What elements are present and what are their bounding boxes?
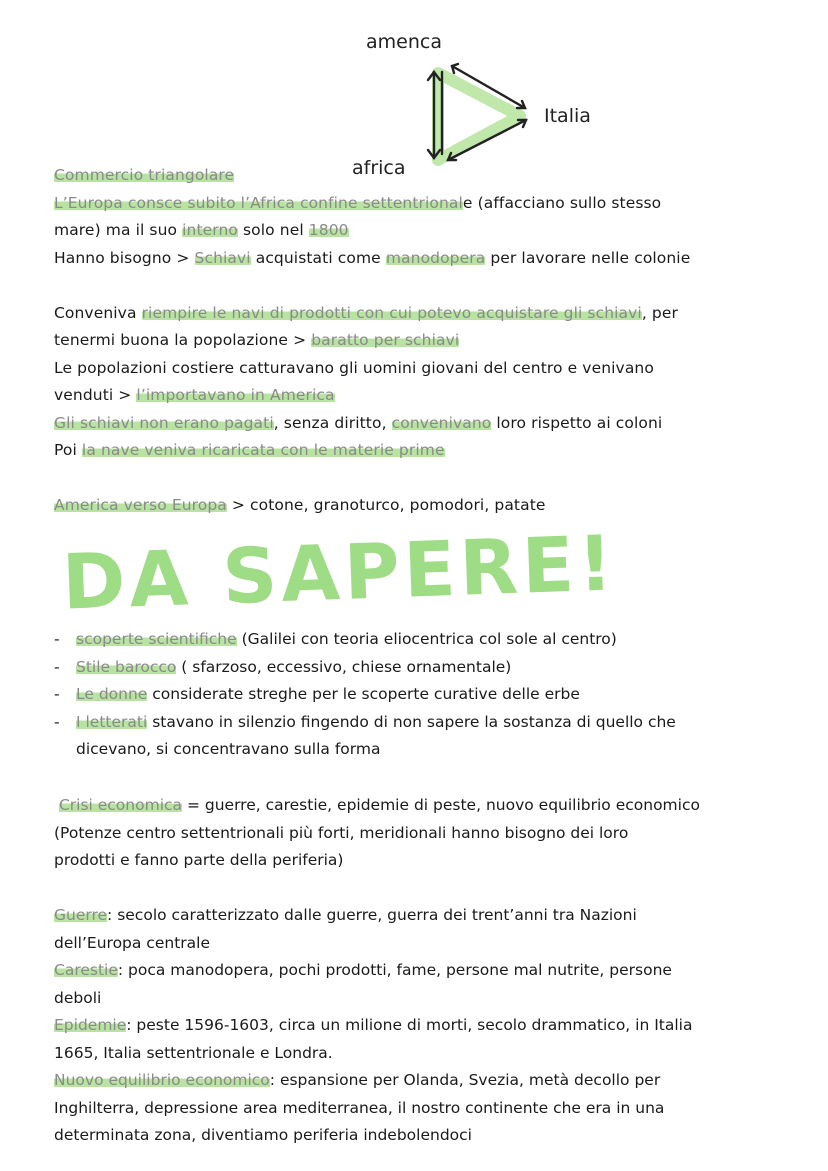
text: : espansione per Olanda, Svezia, metà decollo per: [269, 1071, 661, 1089]
text: mare) ma il suo: [54, 221, 183, 239]
highlight: Le donne: [76, 685, 148, 703]
text: tenermi buona la popolazione >: [54, 331, 312, 349]
text: , senza diritto,: [273, 413, 392, 432]
list-item: [54, 709, 794, 764]
highlight: convenivano: [391, 413, 492, 432]
text: , per: [641, 303, 678, 322]
text: deboli: [54, 988, 102, 1007]
list-item: [54, 626, 794, 654]
highlight: manodopera: [385, 248, 486, 267]
text: Le popolazioni costiere catturavano gli uomini giovani del centro e venivano: [54, 358, 654, 377]
list-item: [54, 681, 794, 709]
highlight: Epidemie: [54, 1016, 127, 1034]
text: per lavorare nelle colonie: [485, 248, 691, 267]
text: = guerre, carestie, epidemie di peste, nuovo equilibrio economico: [182, 796, 700, 814]
highlight: Nuovo equilibrio economico: [54, 1071, 270, 1089]
text: loro rispetto ai coloni: [491, 413, 663, 432]
text: Inghilterra, depressione area mediterranea, il nostro continente che era in una: [54, 1098, 665, 1117]
text: : peste 1596-1603, circa un milione di morti, secolo drammatico, in Italia: [126, 1016, 693, 1034]
text: solo nel: [237, 221, 309, 239]
dash-bullet: -: [54, 657, 60, 676]
highlight: scoperte scientifiche: [76, 630, 237, 648]
dash-bullet: -: [54, 712, 60, 731]
text: Hanno bisogno >: [54, 248, 195, 267]
highlight: interno: [182, 221, 238, 239]
text: venduti >: [54, 386, 137, 404]
highlight: Carestie: [54, 961, 118, 979]
text: : poca manodopera, pochi prodotti, fame, persone mal nutrite, persone: [117, 961, 672, 979]
highlight: Stile barocco: [76, 657, 177, 676]
dash-bullet: -: [54, 685, 60, 703]
text: determinata zona, diventiamo periferia indebolendoci: [54, 1126, 472, 1144]
highlight: L’Europa consce subito l’Africa confine settentrional: [54, 193, 463, 212]
highlight: Schiavi: [194, 248, 251, 267]
highlight: I letterati: [76, 712, 148, 731]
text: acquistati come: [250, 248, 386, 267]
diagram-label-right: Italia: [544, 105, 591, 127]
section-title: Commercio triangolare: [54, 166, 235, 184]
triangle-trade-diagram: [330, 28, 630, 178]
dash-bullet: -: [54, 630, 60, 648]
text: Poi: [54, 441, 82, 459]
highlight: baratto per schiavi: [311, 331, 460, 349]
section-details: [54, 902, 794, 1150]
diagram-label-top: amenca: [366, 31, 442, 53]
text: (Potenze centro settentrionali più forti, meridionali hanno bisogno dei loro: [54, 823, 629, 842]
text: 1665, Italia settentrionale e Londra.: [54, 1043, 333, 1062]
text: prodotti e fanno parte della periferia): [54, 851, 344, 869]
text: : secolo caratterizzato dalle guerre, guerra dei trent’anni tra Nazioni: [107, 906, 637, 924]
highlight: Gli schiavi non erano pagati: [54, 413, 274, 432]
da-sapere-list: [54, 626, 794, 764]
text: > cotone, granoturco, pomodori, patate: [226, 496, 546, 514]
text: (Galilei con teoria eliocentrica col sole al centro): [236, 630, 617, 648]
highlight: Guerre: [54, 906, 108, 924]
section-crisi: [54, 792, 794, 875]
text: Conveniva: [54, 303, 142, 322]
text: e (affacciano sullo stesso: [462, 193, 662, 212]
big-heading: DA SAPERE!: [60, 518, 619, 627]
highlight: la nave veniva ricaricata con le materie prime: [81, 441, 445, 459]
list-item: [54, 654, 794, 682]
section-commercio: [54, 162, 794, 520]
highlight: Crisi economica: [58, 796, 183, 814]
text: ( sfarzoso, eccessivo, chiese ornamentale): [176, 657, 512, 676]
text: stavano in silenzio fingendo di non sapere la sostanza di quello che: [147, 712, 676, 731]
text: dicevano, si concentravano sulla forma: [76, 740, 381, 758]
highlight: riempire le navi di prodotti con cui potevo acquistare gli schiavi: [141, 303, 642, 322]
highlight: l’importavano in America: [136, 386, 335, 404]
highlight: America verso Europa: [54, 496, 227, 514]
text: dell’Europa centrale: [54, 933, 210, 952]
text: considerate streghe per le scoperte curative delle erbe: [147, 685, 580, 703]
highlight: 1800: [308, 221, 349, 239]
diagram-label-bottom: africa: [352, 157, 406, 178]
